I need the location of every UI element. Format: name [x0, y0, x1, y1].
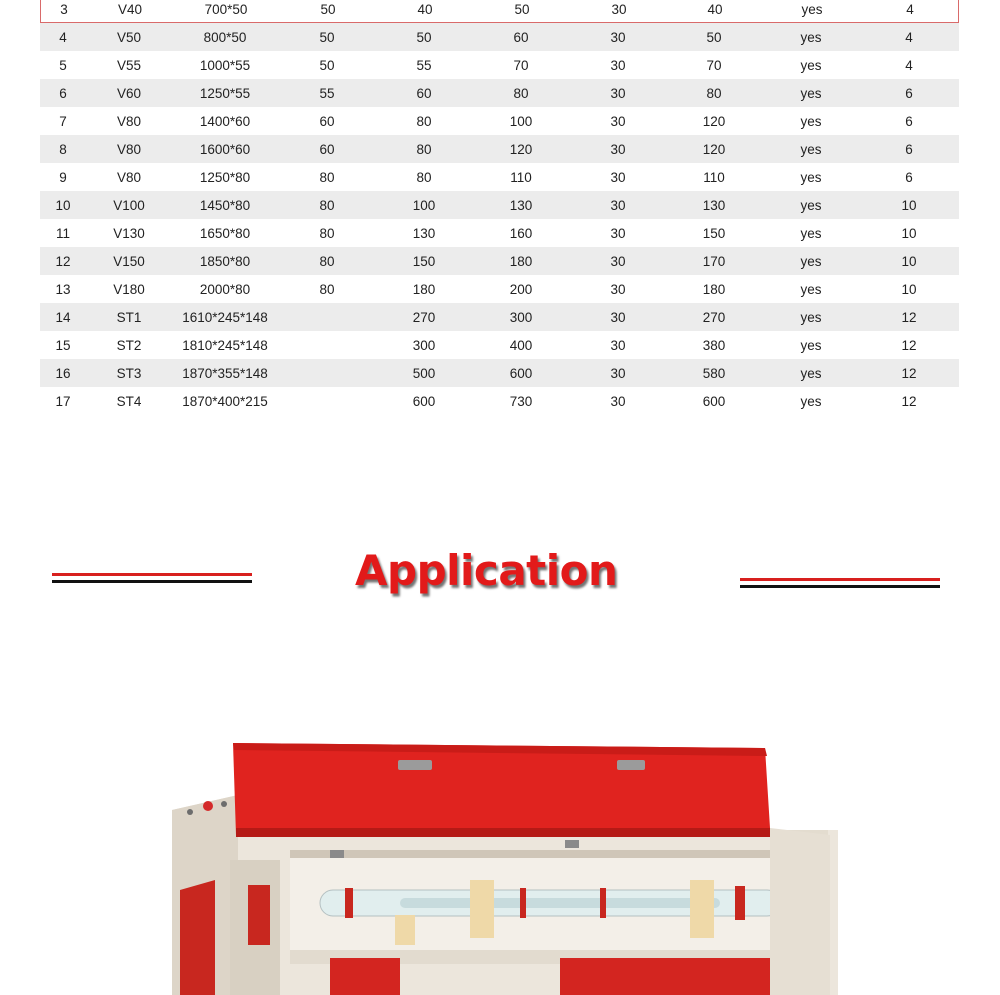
table-cell-c2: 40 — [417, 2, 433, 17]
machine-right-frame — [770, 828, 830, 995]
table-cell-c4: 30 — [610, 197, 626, 213]
table-cell-c5: 170 — [702, 253, 726, 269]
table-cell-c1: 80 — [319, 253, 335, 269]
machine-lid — [233, 743, 770, 835]
table-cell-model: V60 — [116, 85, 142, 101]
table-cell-c5: 80 — [706, 85, 722, 101]
table-cell-no: 3 — [60, 2, 68, 17]
table-cell-c2: 100 — [412, 197, 436, 213]
table-cell-size: 2000*80 — [199, 281, 251, 297]
table-row — [40, 387, 959, 415]
table-cell-c7: 6 — [905, 85, 913, 101]
table-cell-size: 1250*55 — [199, 85, 251, 101]
lid-handle-right — [617, 760, 645, 770]
table-cell-c4: 30 — [610, 57, 626, 73]
table-cell-c7: 4 — [905, 29, 913, 45]
table-cell-no: 14 — [55, 309, 71, 325]
table-cell-c1: 80 — [319, 197, 335, 213]
table-cell-c4: 30 — [610, 253, 626, 269]
table-cell-model: V100 — [113, 197, 145, 213]
table-cell-c4: 30 — [610, 309, 626, 325]
tube-holder — [690, 880, 714, 938]
table-cell-c4: 30 — [610, 29, 626, 45]
table-cell-c2: 60 — [416, 85, 432, 101]
application-title: Application — [355, 546, 618, 595]
table-cell-c2: 180 — [412, 281, 436, 297]
table-row — [40, 0, 959, 23]
table-row — [40, 79, 959, 107]
table-cell-c6: yes — [801, 2, 823, 17]
table-cell-no: 7 — [59, 113, 67, 129]
table-row — [40, 359, 959, 387]
table-cell-size: 1250*80 — [199, 169, 251, 185]
table-cell-no: 13 — [55, 281, 71, 297]
table-cell-no: 12 — [55, 253, 71, 269]
table-cell-no: 16 — [55, 365, 71, 381]
decorative-line-left — [52, 573, 252, 583]
table-cell-size: 1870*400*215 — [182, 393, 268, 409]
table-cell-no: 17 — [55, 393, 71, 409]
table-cell-c3: 70 — [513, 57, 529, 73]
table-row — [40, 135, 959, 163]
table-cell-c4: 30 — [610, 85, 626, 101]
lid-handle-left — [398, 760, 432, 770]
table-row — [40, 163, 959, 191]
table-cell-c3: 110 — [510, 169, 532, 185]
table-cell-c6: yes — [800, 113, 822, 129]
table-cell-size: 700*50 — [204, 2, 248, 17]
table-cell-c6: yes — [800, 141, 822, 157]
table-cell-c7: 10 — [901, 281, 917, 297]
table-cell-c7: 6 — [905, 169, 913, 185]
table-cell-c4: 30 — [610, 169, 626, 185]
table-cell-no: 10 — [55, 197, 71, 213]
table-cell-c4: 30 — [610, 113, 626, 129]
table-cell-c2: 300 — [412, 337, 436, 353]
table-cell-c6: yes — [800, 225, 822, 241]
table-cell-c5: 120 — [702, 141, 726, 157]
table-cell-c2: 150 — [412, 253, 436, 269]
table-cell-c6: yes — [800, 281, 822, 297]
table-cell-c3: 300 — [509, 309, 533, 325]
table-cell-model: V55 — [116, 57, 142, 73]
table-cell-size: 1400*60 — [199, 113, 251, 129]
table-cell-c3: 120 — [509, 141, 533, 157]
table-cell-c3: 80 — [513, 85, 529, 101]
table-cell-c3: 400 — [509, 337, 533, 353]
table-cell-c6: yes — [800, 85, 822, 101]
application-heading — [0, 540, 1000, 610]
table-cell-c3: 160 — [509, 225, 533, 241]
table-cell-c2: 500 — [412, 365, 436, 381]
table-cell-model: V40 — [117, 2, 143, 17]
table-cell-c1: 55 — [319, 85, 335, 101]
table-cell-model: V150 — [113, 253, 145, 269]
laser-machine-image — [0, 700, 1000, 995]
table-cell-c3: 600 — [509, 365, 533, 381]
table-cell-c2: 270 — [412, 309, 436, 325]
table-cell-size: 1650*80 — [199, 225, 251, 241]
table-cell-model: V80 — [116, 169, 142, 185]
table-cell-model: V80 — [116, 113, 142, 129]
table-cell-c4: 30 — [610, 281, 626, 297]
table-cell-c5: 50 — [706, 29, 722, 45]
table-cell-no: 4 — [59, 29, 67, 45]
table-cell-c4: 30 — [611, 2, 627, 17]
table-cell-c6: yes — [800, 337, 822, 353]
table-cell-c7: 12 — [901, 337, 917, 353]
table-cell-c5: 120 — [702, 113, 726, 129]
table-cell-c1: 80 — [319, 281, 335, 297]
table-cell-size: 1610*245*148 — [182, 309, 268, 325]
table-cell-no: 8 — [59, 141, 67, 157]
table-cell-c7: 12 — [901, 309, 917, 325]
table-cell-no: 15 — [55, 337, 71, 353]
table-cell-c1: 80 — [319, 169, 335, 185]
table-row — [40, 107, 959, 135]
machine-side-panel — [180, 880, 215, 995]
table-cell-c1: 50 — [319, 57, 335, 73]
table-cell-c5: 70 — [706, 57, 722, 73]
table-cell-no: 6 — [59, 85, 67, 101]
table-cell-c5: 150 — [702, 225, 726, 241]
table-cell-model: V130 — [113, 225, 145, 241]
table-cell-c7: 6 — [905, 113, 913, 129]
table-cell-c2: 600 — [412, 393, 436, 409]
table-cell-c3: 130 — [509, 197, 533, 213]
table-cell-c3: 180 — [509, 253, 533, 269]
table-cell-c5: 40 — [707, 2, 723, 17]
table-cell-model: ST3 — [116, 365, 142, 381]
table-cell-no: 11 — [55, 225, 71, 241]
table-cell-c2: 80 — [416, 169, 432, 185]
table-row — [40, 191, 959, 219]
table-cell-c6: yes — [800, 29, 822, 45]
table-cell-c7: 6 — [905, 141, 913, 157]
table-row — [40, 219, 959, 247]
spec-table — [40, 0, 959, 415]
table-cell-model: ST1 — [116, 309, 142, 325]
table-cell-c5: 600 — [702, 393, 726, 409]
table-cell-c3: 60 — [513, 29, 529, 45]
table-cell-c7: 12 — [901, 393, 917, 409]
table-cell-model: V80 — [116, 141, 142, 157]
table-cell-c5: 110 — [703, 169, 725, 185]
table-cell-c3: 50 — [514, 2, 530, 17]
table-cell-c6: yes — [800, 57, 822, 73]
table-cell-size: 1600*60 — [199, 141, 251, 157]
tube-holder — [470, 880, 494, 938]
table-row — [40, 331, 959, 359]
table-cell-c6: yes — [800, 253, 822, 269]
table-row — [40, 275, 959, 303]
table-cell-model: ST4 — [116, 393, 142, 409]
table-cell-c2: 80 — [416, 141, 432, 157]
table-cell-c7: 4 — [906, 2, 914, 17]
table-cell-c4: 30 — [610, 141, 626, 157]
table-cell-c5: 270 — [702, 309, 726, 325]
table-cell-c7: 12 — [901, 365, 917, 381]
table-cell-c6: yes — [800, 309, 822, 325]
table-cell-no: 5 — [59, 57, 67, 73]
table-cell-size: 1870*355*148 — [182, 365, 268, 381]
table-cell-c7: 4 — [905, 57, 913, 73]
table-cell-size: 800*50 — [203, 29, 247, 45]
table-cell-c5: 180 — [702, 281, 726, 297]
table-cell-c6: yes — [800, 393, 822, 409]
table-row — [40, 303, 959, 331]
table-cell-c6: yes — [800, 169, 822, 185]
table-cell-c7: 10 — [901, 253, 917, 269]
table-cell-c1: 50 — [320, 2, 336, 17]
table-cell-c5: 580 — [702, 365, 726, 381]
table-cell-size: 1810*245*148 — [182, 337, 268, 353]
table-cell-c6: yes — [800, 197, 822, 213]
table-cell-c3: 100 — [509, 113, 533, 129]
table-cell-c3: 730 — [509, 393, 533, 409]
table-cell-c1: 60 — [319, 141, 335, 157]
table-cell-model: V50 — [116, 29, 142, 45]
table-cell-model: ST2 — [116, 337, 142, 353]
table-cell-no: 9 — [59, 169, 67, 185]
table-cell-size: 1850*80 — [199, 253, 251, 269]
table-row — [40, 51, 959, 79]
table-cell-c5: 130 — [702, 197, 726, 213]
table-cell-c7: 10 — [901, 225, 917, 241]
emergency-stop-icon — [203, 801, 213, 811]
table-cell-c2: 80 — [416, 113, 432, 129]
table-cell-c2: 50 — [416, 29, 432, 45]
table-cell-c3: 200 — [509, 281, 533, 297]
table-cell-c2: 55 — [416, 57, 432, 73]
table-cell-model: V180 — [113, 281, 145, 297]
table-cell-c4: 30 — [610, 337, 626, 353]
table-cell-size: 1450*80 — [199, 197, 251, 213]
table-cell-c5: 380 — [702, 337, 726, 353]
table-cell-c4: 30 — [610, 365, 626, 381]
table-cell-c1: 50 — [319, 29, 335, 45]
table-cell-c6: yes — [800, 365, 822, 381]
table-cell-c4: 30 — [610, 225, 626, 241]
table-cell-c4: 30 — [610, 393, 626, 409]
table-cell-c7: 10 — [901, 197, 917, 213]
table-cell-c2: 130 — [412, 225, 436, 241]
front-door-panel — [560, 958, 770, 995]
decorative-line-right — [740, 578, 940, 588]
table-cell-c1: 60 — [319, 113, 335, 129]
table-row — [40, 247, 959, 275]
table-cell-size: 1000*55 — [199, 57, 251, 73]
table-cell-c1: 80 — [319, 225, 335, 241]
table-row — [40, 23, 959, 51]
